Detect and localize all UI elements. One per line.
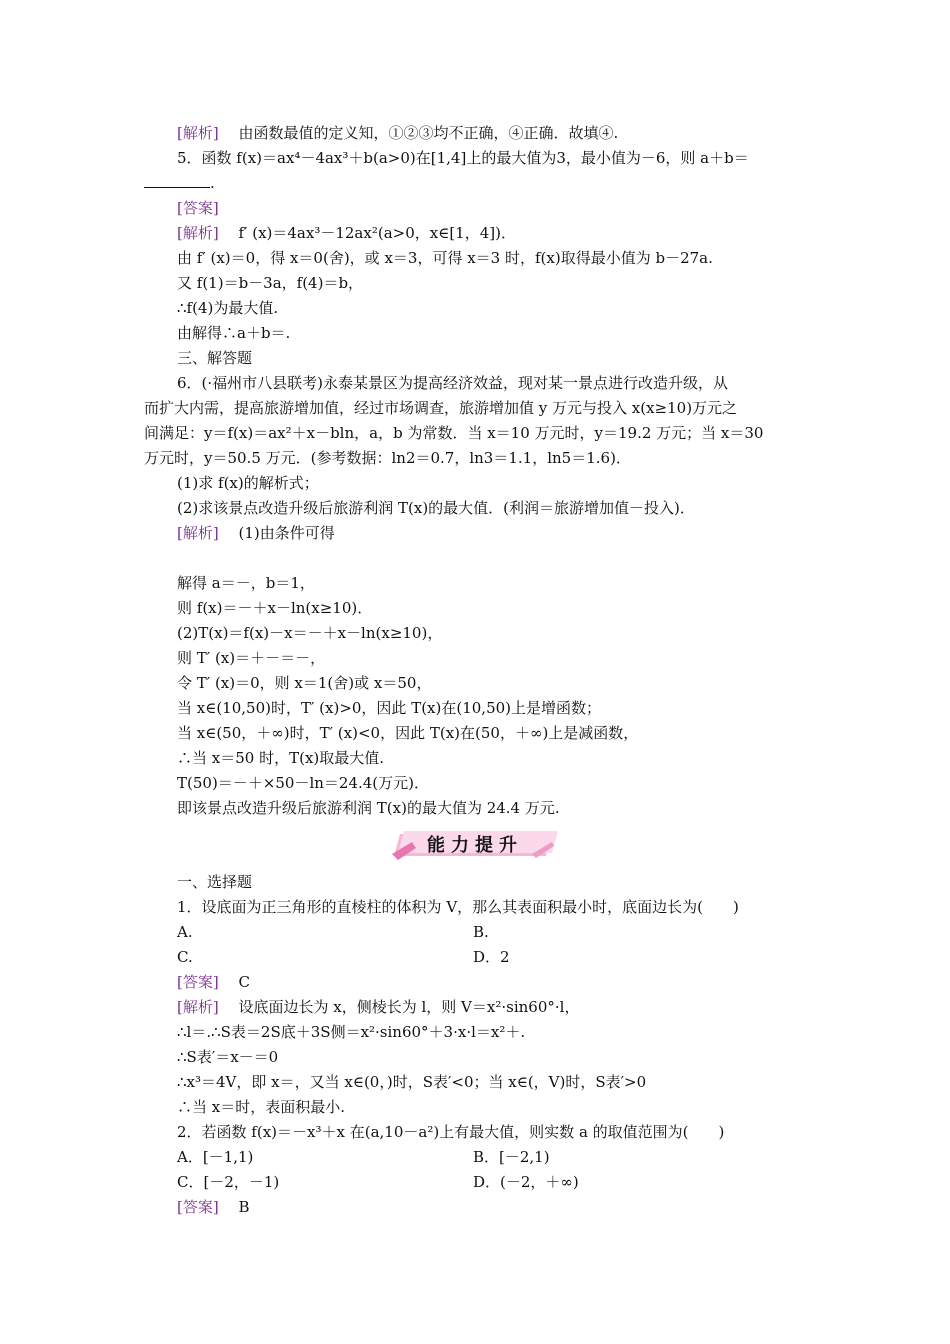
problem-1-analysis-line-4: ∴x³＝4V，即 x＝，又当 x∈(0，)时，S表′<0；当 x∈(，V)时，S表′>0 [177,1073,647,1091]
question-6-line-4: 万元时，y＝50.5 万元．(参考数据：ln2＝0.7，ln3＝1.1，ln5＝1.6)． [144,449,631,467]
analysis-tag: [解析] [177,124,219,142]
problem-1-answer [177,971,250,993]
analysis-tag: [解析] [177,524,219,542]
q5-analysis-line-1 [177,222,516,244]
question-5-end: . [210,174,215,192]
banner-title: 能力提升 [427,835,523,856]
q5-analysis-line-3: 又 f(1)＝b－3a，f(4)＝b， [177,274,364,292]
problem-1-question: 1．设底面为正三角形的直棱柱的体积为 V，那么其表面积最小时，底面边长为( ) [177,898,739,916]
question-6-sub-1: (1)求 f(x)的解析式； [177,474,319,492]
answer-tag: [答案] [177,1198,219,1216]
problem-2-question: 2．若函数 f(x)＝－x³＋x 在(a,10－a²)上有最大值，则实数 a 的取值范围为( ) [177,1123,725,1141]
problem-1-analysis-line-3: ∴S表′＝x－＝0 [177,1048,279,1066]
problem-1-analysis-line-2: ∴l＝.∴S表＝2S底＋3S侧＝x²·sin60°＋3·x·l＝x²＋. [177,1023,526,1041]
q6-analysis-line-3: 则 f(x)＝－＋x－ln(x≥10)． [177,599,373,617]
problem-1-option-c: C. [177,948,193,966]
q6-analysis-line-1 [177,522,335,544]
problem-2-option-c: C．[－2，－1) [177,1173,280,1191]
q6-analysis-line-10: T(50)＝－＋×50－ln＝24.4(万元)． [177,774,430,792]
section-heading-3: 三、解答题 [177,349,253,367]
q5-answer [177,197,219,219]
problem-2-option-a: A．[－1,1) [177,1148,254,1166]
q6-analysis-line-4: (2)T(x)＝f(x)－x＝－＋x－ln(x≥10)， [177,624,443,642]
question-5-blank-line [144,172,215,194]
answer-tag: [答案] [177,973,219,991]
problem-2-option-d: D．(－2，＋∞) [473,1173,579,1191]
analysis-text: f′ (x)＝4ax³－12ax²(a>0，x∈[1，4])． [238,224,516,242]
analysis-text: (1)由条件可得 [238,524,335,542]
answer-blank [144,173,210,188]
section-banner [392,828,558,862]
q6-analysis-line-6: 令 T′ (x)＝0，则 x＝1(舍)或 x＝50， [177,674,432,692]
problem-2-answer [177,1196,250,1218]
question-6-line-3: 间满足：y＝f(x)＝ax²＋x－bln，a，b 为常数．当 x＝10 万元时，y＝19.2 万元；当 x＝30 [144,424,764,442]
q6-analysis-line-11: 即该景点改造升级后旅游利润 T(x)的最大值为 24.4 万元. [177,799,560,817]
question-6-sub-2: (2)求该景点改造升级后旅游利润 T(x)的最大值．(利润＝旅游增加值－投入)． [177,499,695,517]
question-6-line-2: 而扩大内需，提高旅游增加值，经过市场调查，旅游增加值 y 万元与投入 x(x≥10)万元之 [144,399,738,417]
q6-analysis-line-8: 当 x∈(50，＋∞)时，T′ (x)<0，因此 T(x)在(50，＋∞)上是减函数， [177,724,639,742]
q5-analysis-line-5: 由解得∴a＋b＝. [177,324,291,342]
problem-1-option-a: A. [177,923,193,941]
question-6-line-1: 6．(·福州市八县联考)永泰某景区为提高经济效益，现对某一景点进行改造升级，从 [177,374,729,392]
analysis-tag: [解析] [177,224,219,242]
analysis-tag: [解析] [177,998,219,1016]
problem-1-option-d: D．2 [473,948,510,966]
analysis-text: 由函数最值的定义知，①②③均不正确，④正确．故填④. [238,124,619,142]
problem-2-option-b: B．[－2,1) [473,1148,550,1166]
q6-analysis-line-5: 则 T′ (x)＝＋－＝－， [177,649,326,667]
q6-analysis-line-2: 解得 a＝－，b＝1， [177,574,315,592]
answer-tag: [答案] [177,199,219,217]
problem-1-option-b: B. [473,923,489,941]
q6-analysis-line-7: 当 x∈(10,50)时，T′ (x)>0，因此 T(x)在(10,50)上是增函数； [177,699,602,717]
answer-value: C [238,973,250,991]
problem-1-analysis-line-1 [177,996,579,1018]
question-5: 5．函数 f(x)＝ax⁴－4ax³＋b(a>0)在[1,4]上的最大值为3，最小值为－6，则 a＋b＝ [177,149,749,167]
q5-analysis-line-2: 由 f′ (x)＝0，得 x＝0(舍)，或 x＝3，可得 x＝3 时，f(x)取得最小值为 b－27a. [177,249,713,267]
analysis-text: 设底面边长为 x，侧棱长为 l，则 V＝x²·sin60°·l， [238,998,580,1016]
problem-1-analysis-line-5: ∴当 x＝时，表面积最小. [177,1098,345,1116]
answer-value: B [238,1198,250,1216]
q5-analysis-line-4: ∴f(4)为最大值. [177,299,279,317]
analysis-4 [177,122,618,144]
section-heading-1: 一、选择题 [177,873,253,891]
q6-analysis-line-9: ∴当 x＝50 时，T(x)取最大值. [177,749,385,767]
